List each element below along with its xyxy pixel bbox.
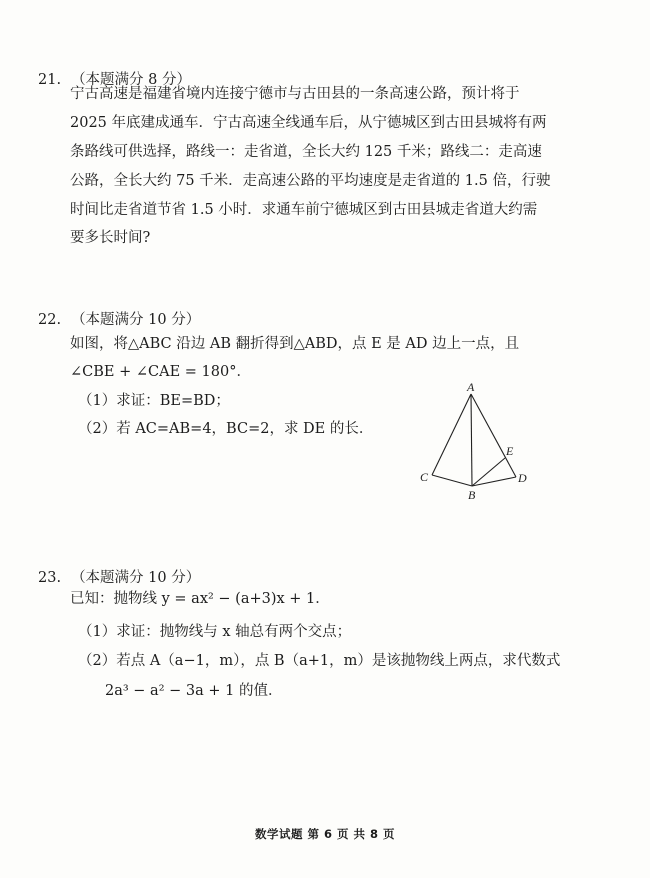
q23-number: 23. xyxy=(38,570,62,586)
q21-line-4: 公路，全长大约 75 千米．走高速公路的平均速度是走省道的 1.5 倍，行驶 xyxy=(70,173,551,189)
q22-line-2: ∠CBE + ∠CAE = 180°． xyxy=(70,364,251,380)
q22-points: （本题满分 10 分） xyxy=(71,312,201,328)
q21-points: （本题满分 8 分） xyxy=(71,72,192,88)
q22-part-1: （1）求证：BE=BD； xyxy=(78,393,230,409)
q23-points: （本题满分 10 分） xyxy=(71,570,201,586)
label-e: E xyxy=(506,444,514,458)
q23-part-2-expression: 2a³ − a² − 3a + 1 的值． xyxy=(105,683,283,699)
q21-line-3: 条路线可供选择，路线一：走省道，全长大约 125 千米；路线二：走高速 xyxy=(70,144,542,160)
q22-number: 22. xyxy=(38,312,62,328)
q23-intro: 已知：抛物线 y = ax² − (a+3)x + 1． xyxy=(70,591,330,607)
label-c: C xyxy=(420,470,429,484)
label-a: A xyxy=(467,380,475,394)
q21-line-6: 要多长时间? xyxy=(70,230,151,246)
q22-part-2: （2）若 AC=AB=4，BC=2，求 DE 的长． xyxy=(78,421,374,437)
label-d: D xyxy=(518,471,527,485)
page-footer: 数学试题 第 6 页 共 8 页 xyxy=(254,827,396,841)
q21-number: 21. xyxy=(38,72,62,88)
q23-header xyxy=(38,566,200,587)
q21-line-2: 2025 年底建成通车．宁古高速全线通车后，从宁德城区到古田县城将有两 xyxy=(70,115,547,131)
segment-bd xyxy=(472,477,516,486)
segment-cb xyxy=(432,475,472,486)
triangle-figure xyxy=(400,380,540,500)
q22-header xyxy=(38,308,200,329)
q21-line-5: 时间比走省道节省 1.5 小时．求通车前宁德城区到古田县城走省道大约需 xyxy=(70,202,538,218)
segment-ad xyxy=(471,394,516,477)
segment-be xyxy=(472,458,505,486)
label-b: B xyxy=(468,488,476,502)
q23-part-2: （2）若点 A（a−1，m），点 B（a+1，m）是该抛物线上两点，求代数式 xyxy=(78,653,561,669)
q21-line-1: 宁古高速是福建省境内连接宁德市与古田县的一条高速公路，预计将于 xyxy=(70,86,520,102)
segment-ab xyxy=(471,394,472,486)
q22-line-1: 如图，将△ABC 沿边 AB 翻折得到△ABD，点 E 是 AD 边上一点，且 xyxy=(70,336,520,352)
segment-ac xyxy=(432,394,471,475)
q23-part-1: （1）求证：抛物线与 x 轴总有两个交点； xyxy=(78,624,352,640)
